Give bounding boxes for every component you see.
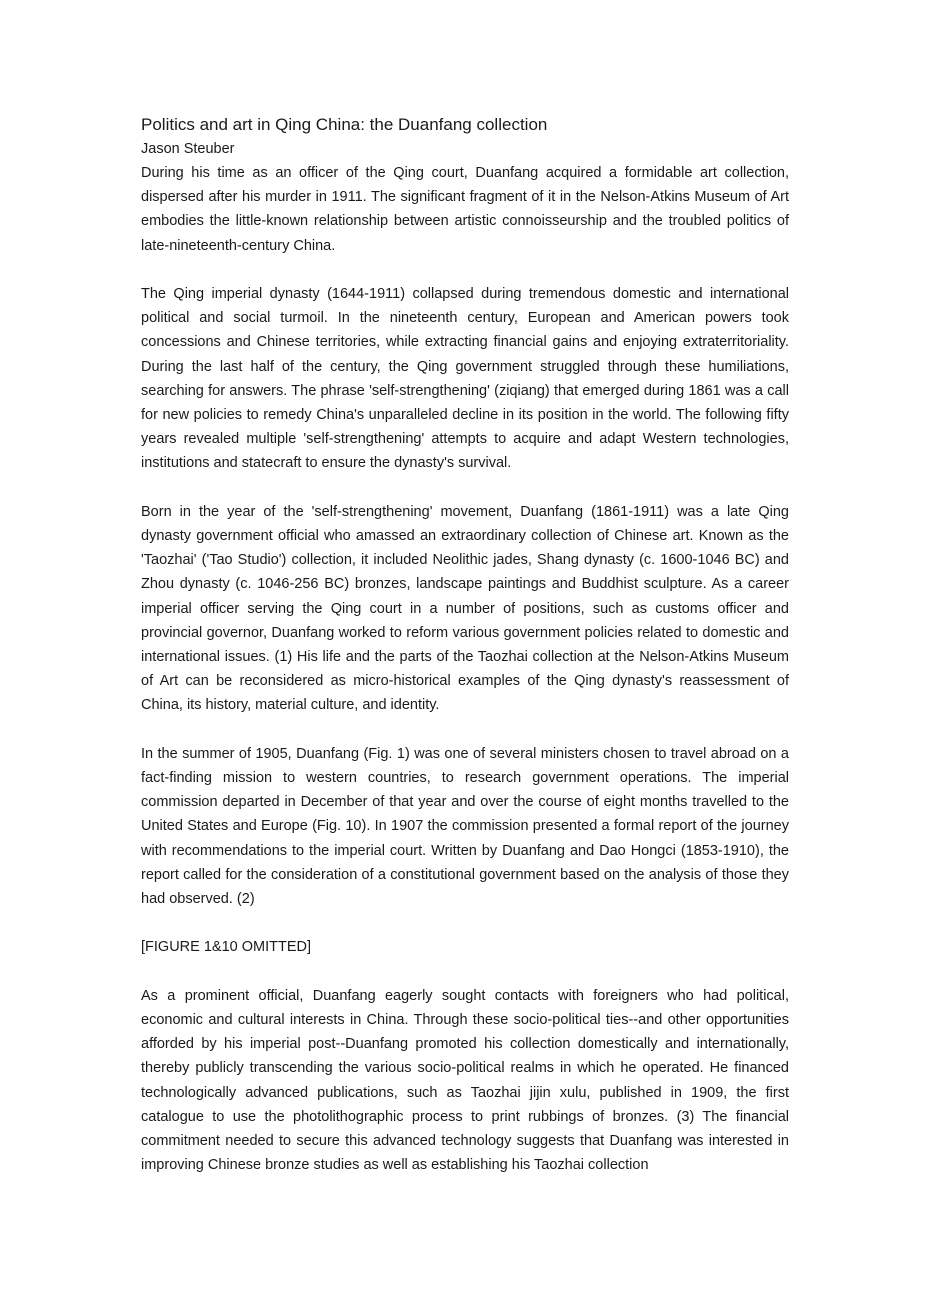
figure-omitted-note: [FIGURE 1&10 OMITTED]	[141, 939, 311, 956]
article-title: Politics and art in Qing China: the Duanfang collection	[141, 115, 548, 134]
paragraph-qing-dynasty: The Qing imperial dynasty (1644-1911) collapsed during tremendous domestic and international political and social turmoil. In the nineteenth century, European and American powers took concessions and Chinese territories, while extracting financial gains and enjoying extraterritoriality. During the last half of the century, the Qing government struggled through these humiliations, searching for answers. The phrase 'self-strengthening' (ziqiang) that emerged during 1861 was a call for new policies to remedy China's unparalleled decline in its position in the world. The following fifty years revealed multiple 'self-strengthening' attempts to acquire and adapt Western technologies, institutions and statecraft to ensure the dynasty's survival.	[141, 286, 789, 472]
document-page	[141, 113, 789, 1202]
paragraph-commission: In the summer of 1905, Duanfang (Fig. 1) was one of several ministers chosen to travel abroad on a fact-finding mission to western countries, to research government operations. The imperial commission departed in December of that year and over the course of eight months travelled to the United States and Europe (Fig. 10). In 1907 the commission presented a formal report of the journey with recommendations to the imperial court. Written by Duanfang and Dao Hongci (1853-1910), the report called for the consideration of a constitutional government based on the analysis of those they had observed. (2)	[141, 745, 789, 908]
paragraph-foreign-contacts: As a prominent official, Duanfang eagerly sought contacts with foreigners who had political, economic and cultural interests in China. Through these socio-political ties--and other opportunities afforded by his imperial post--Duanfang promoted his collection domestically and internationally, thereby publicly transcending the various socio-political realms in which he operated. He financed technologically advanced publications, such as Taozhai jijin xulu, published in 1909, the first catalogue to use the photolithographic process to print rubbings of bronzes. (3) The financial commitment needed to secure this advanced technology suggests that Duanfang was interested in improving Chinese bronze studies as well as establishing his Taozhai collection	[141, 987, 789, 1174]
article-author: Jason Steuber	[141, 141, 235, 157]
paragraph-intro: During his time as an officer of the Qing court, Duanfang acquired a formidable art collection, dispersed after his murder in 1911. The significant fragment of it in the Nelson-Atkins Museum of Art embodies the little-known relationship between artistic connoisseurship and the troubled politics of late-nineteenth-century China.	[141, 165, 789, 254]
paragraph-duanfang-bio: Born in the year of the 'self-strengthening' movement, Duanfang (1861-1911) was a late Qing dynasty government official who amassed an extraordinary collection of Chinese art. Known as the 'Taozhai' ('Tao Studio') collection, it included Neolithic jades, Shang dynasty (c. 1600-1046 BC) and Zhou dynasty (c. 1046-256 BC) bronzes, landscape paintings and Buddhist sculpture. As a career imperial officer serving the Qing court in a number of positions, such as customs officer and provincial governor, Duanfang worked to reform various government policies related to domestic and international issues. (1) His life and the parts of the Taozhai collection at the Nelson-Atkins Museum of Art can be reconsidered as micro-historical examples of the Qing dynasty's reassessment of China, its history, material culture, and identity.	[141, 503, 789, 714]
